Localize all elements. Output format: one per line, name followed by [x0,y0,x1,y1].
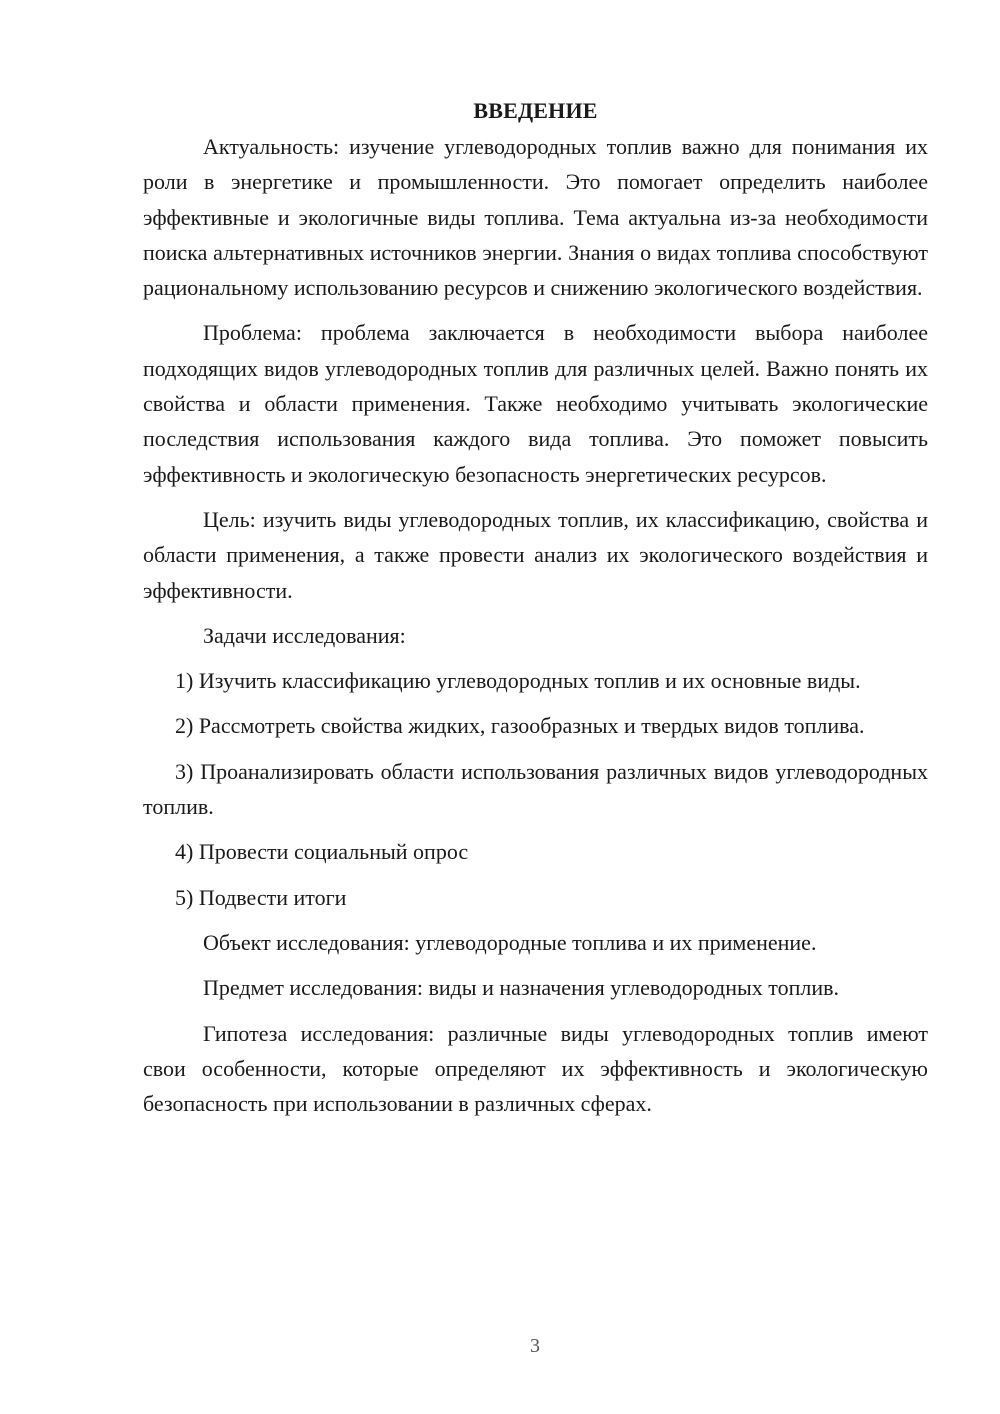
page-title: ВВЕДЕНИЕ [473,98,598,123]
task-item-5: 5) Подвести итоги [175,884,347,910]
relevance-paragraph: Актуальность: изучение углеводородных топлив важно для понимания их роли в энергетике и промышленности. Это помогает определить наиболее эффективные и экологичные виды топлива. Тема актуальна из-за необходимости поиска альтернативных источников энергии. Знания о видах топлива способствуют рациональному использованию ресурсов и снижению экологического воздействия. [143,134,928,301]
task-item-1: 1) Изучить классификацию углеводородных топлив и их основные виды. [175,668,861,694]
task-item-2: 2) Рассмотреть свойства жидких, газообразных и твердых видов топлива. [175,713,865,739]
research-subject-paragraph: Предмет исследования: виды и назначения углеводородных топлив. [203,975,840,1001]
page-number: 3 [530,1335,540,1357]
tasks-heading: Задачи исследования: [203,622,406,648]
task-item-4: 4) Провести социальный опрос [175,839,469,865]
research-object-paragraph: Объект исследования: углеводородные топлива и их применение. [203,929,817,955]
hypothesis-paragraph: Гипотеза исследования: различные виды углеводородных топлив имеют свои особенности, которые определяют их эффективность и экологическую безопасность при использовании в различных сферах. [143,1020,928,1117]
problem-paragraph: Проблема: проблема заключается в необходимости выбора наиболее подходящих видов углеводородных топлив для различных целей. Важно понять их свойства и области применения. Также необходимо учитывать экологические последствия использования каждого вида топлива. Это поможет повысить эффективность и экологическую безопасность энергетических ресурсов. [143,320,928,487]
goal-paragraph: Цель: изучить виды углеводородных топлив, их классификацию, свойства и области применения, а также провести анализ их экологического воздействия и эффективности. [143,506,928,603]
task-item-3: 3) Проанализировать области использования различных видов углеводородных топлив. [143,758,928,820]
